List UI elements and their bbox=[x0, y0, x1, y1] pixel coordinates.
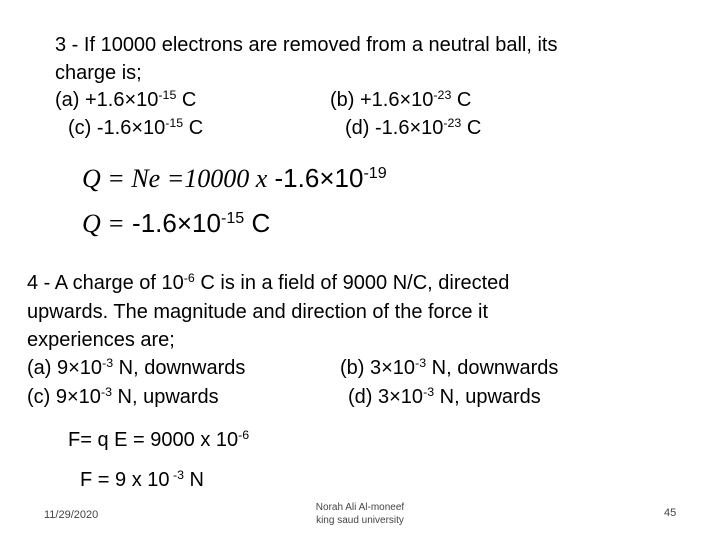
footer-author bbox=[290, 502, 430, 527]
question-4-line-3: experiences are; bbox=[27, 329, 175, 351]
question-4-line-2: upwards. The magnitude and direction of the force it bbox=[27, 301, 489, 323]
q3-solution-line-1: Q = Ne =10000 x $-1.6\times 10^{-19}$ bbox=[82, 163, 387, 193]
q3-option-b: $(b) +1.6\times 10^{-23}$ C bbox=[330, 88, 472, 111]
footer-author-institution: king saud university bbox=[316, 514, 404, 526]
q4-option-d: (d) $3\times 10^{-3}$ N, upwards bbox=[348, 385, 541, 408]
q3-option-d: (d) $-1.6\times 10^{-23}$ C bbox=[345, 116, 482, 139]
q4-solution-line-2: F = 9 x 10 $^{-3}$ N bbox=[80, 468, 204, 491]
q4-option-b: (b) $3\times 10^{-3}$ N, downwards bbox=[340, 356, 559, 379]
footer-author-name: Norah Ali Al-moneef bbox=[315, 502, 405, 513]
question-3-line-1: 3 - If 10000 electrons are removed from a neutral ball, its bbox=[55, 34, 558, 56]
q3-option-c: (c) $-1.6\times 10^{-15}$ C bbox=[68, 116, 204, 139]
page-number: 45 bbox=[664, 507, 677, 519]
q4-option-a: (a) $9\times 10^{-3}$ N, downwards bbox=[27, 356, 246, 379]
question-4-line-1: 4 - A charge of $10^{-6}$ C is in a field of 9000 N/C, directed bbox=[27, 271, 510, 294]
q3-solution-line-2: $Q = -1.6\times 10^{-15}$ C bbox=[82, 208, 271, 238]
q4-option-c: (c) $9\times 10^{-3}$ N, upwards bbox=[27, 385, 219, 408]
q3-option-a: $(a) +1.6\times 10^{-15}$ C bbox=[55, 88, 197, 111]
question-3-line-2: charge is; bbox=[55, 62, 142, 84]
footer-date: 11/29/2020 bbox=[44, 509, 99, 521]
q4-solution-line-1: F= q E = 9000 x $10^{-6}$ bbox=[68, 428, 250, 451]
